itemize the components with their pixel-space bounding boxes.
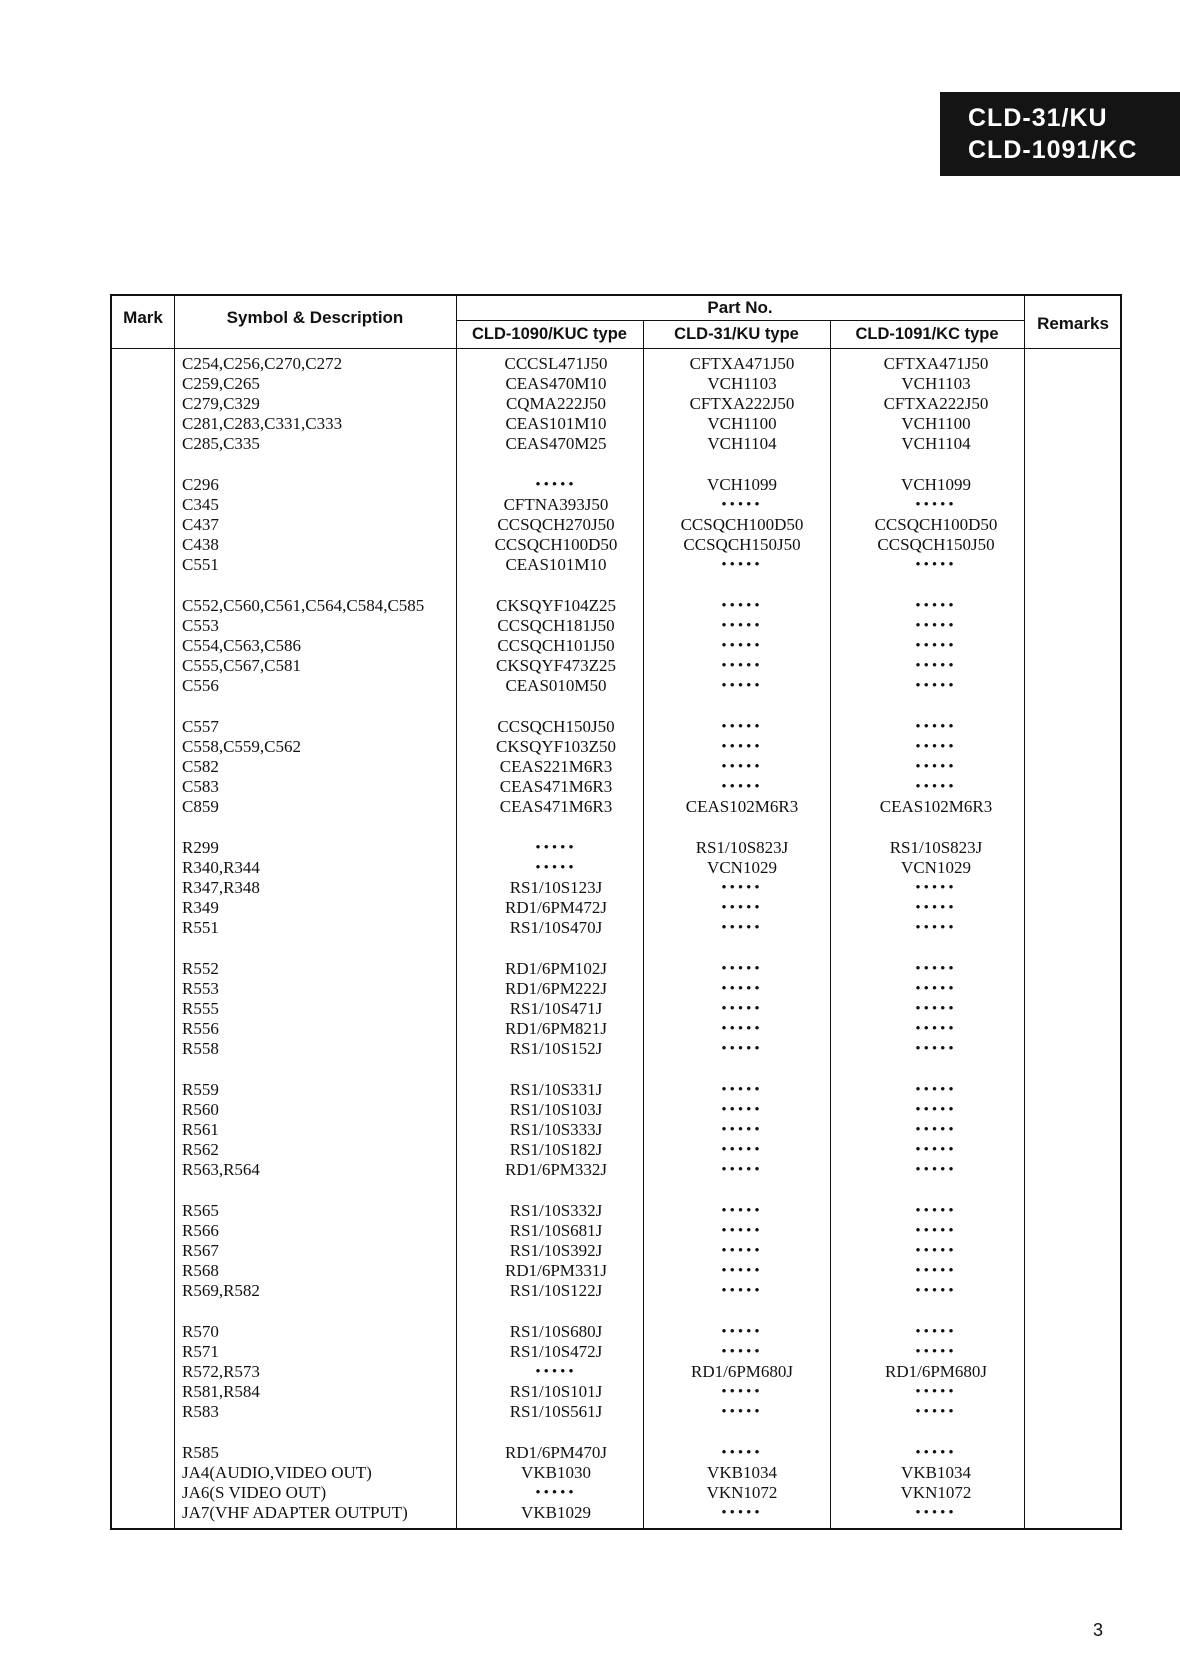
symbol-description: C551 bbox=[182, 555, 219, 574]
table-row bbox=[112, 1160, 1120, 1180]
part-no-cld1090: CQMA222J50 bbox=[505, 394, 607, 413]
symbol-description: R581,R584 bbox=[182, 1382, 260, 1401]
part-no-cld1091: ••••• bbox=[915, 779, 957, 795]
part-no-cld1090: CEAS221M6R3 bbox=[499, 757, 613, 776]
part-no-cld1090: RS1/10S470J bbox=[509, 918, 603, 937]
symbol-description: R349 bbox=[182, 898, 219, 917]
part-no-cld1090: RS1/10S333J bbox=[509, 1120, 603, 1139]
part-no-cld31: CFTXA222J50 bbox=[689, 394, 795, 413]
table-row bbox=[112, 636, 1120, 656]
part-no-cld1091: VCH1104 bbox=[901, 434, 971, 453]
table-row bbox=[112, 555, 1120, 575]
symbol-description: C345 bbox=[182, 495, 219, 514]
part-no-cld1091: ••••• bbox=[915, 1203, 957, 1219]
part-no-cld31: ••••• bbox=[721, 1162, 763, 1178]
part-no-cld31: ••••• bbox=[721, 1223, 763, 1239]
table-row bbox=[112, 1483, 1120, 1503]
header-rule bbox=[456, 320, 1024, 321]
symbol-description: R347,R348 bbox=[182, 878, 260, 897]
table-row bbox=[112, 979, 1120, 999]
table-row bbox=[112, 1322, 1120, 1342]
part-no-cld1090: RD1/6PM821J bbox=[504, 1019, 608, 1038]
table-row bbox=[112, 1241, 1120, 1261]
part-no-cld31: ••••• bbox=[721, 1445, 763, 1461]
page-number: 3 bbox=[1093, 1620, 1104, 1640]
part-no-cld1091: ••••• bbox=[915, 1445, 957, 1461]
table-row bbox=[112, 1039, 1120, 1059]
table-row bbox=[112, 1019, 1120, 1039]
symbol-description: R570 bbox=[182, 1322, 219, 1341]
part-no-cld1091: VKN1072 bbox=[900, 1483, 972, 1502]
part-no-cld1090: ••••• bbox=[535, 1364, 577, 1380]
part-no-cld1090: RS1/10S392J bbox=[509, 1241, 603, 1260]
part-no-cld1091: CFTXA471J50 bbox=[883, 354, 989, 373]
table-row bbox=[112, 777, 1120, 797]
part-no-cld31: VCH1100 bbox=[707, 414, 777, 433]
part-no-cld31: ••••• bbox=[721, 961, 763, 977]
header-col2: CLD-31/KU type bbox=[674, 325, 799, 343]
part-no-cld1090: CEAS470M10 bbox=[505, 374, 607, 393]
part-no-cld1090: VKB1029 bbox=[521, 1503, 591, 1522]
model-line-2: CLD-1091/KC bbox=[968, 136, 1138, 164]
table-row bbox=[112, 858, 1120, 878]
table-row bbox=[112, 394, 1120, 414]
header-col1: CLD-1090/KUC type bbox=[472, 325, 627, 343]
symbol-description: R583 bbox=[182, 1402, 219, 1421]
symbol-description: C859 bbox=[182, 797, 219, 816]
part-no-cld31: ••••• bbox=[721, 1142, 763, 1158]
table-row bbox=[112, 1342, 1120, 1362]
symbol-description: R553 bbox=[182, 979, 219, 998]
part-no-cld1091: ••••• bbox=[915, 497, 957, 513]
symbol-description: JA6(S VIDEO OUT) bbox=[182, 1483, 327, 1502]
part-no-cld1091: ••••• bbox=[915, 1223, 957, 1239]
part-no-cld1090: RS1/10S472J bbox=[509, 1342, 603, 1361]
part-no-cld1090: RS1/10S561J bbox=[509, 1402, 603, 1421]
part-no-cld31: ••••• bbox=[721, 920, 763, 936]
table-row bbox=[112, 1463, 1120, 1483]
part-no-cld1090: CKSQYF103Z50 bbox=[496, 737, 616, 756]
symbol-description: R571 bbox=[182, 1342, 219, 1361]
part-no-cld1091: ••••• bbox=[915, 1283, 957, 1299]
symbol-description: JA4(AUDIO,VIDEO OUT) bbox=[182, 1463, 372, 1482]
symbol-description: C556 bbox=[182, 676, 219, 695]
model-label bbox=[940, 92, 1180, 176]
symbol-description: JA7(VHF ADAPTER OUTPUT) bbox=[182, 1503, 408, 1522]
part-no-cld31: VCN1029 bbox=[707, 858, 777, 877]
table-row bbox=[112, 1080, 1120, 1100]
part-no-cld1091: VKB1034 bbox=[901, 1463, 971, 1482]
symbol-description: C279,C329 bbox=[182, 394, 260, 413]
symbol-description: C285,C335 bbox=[182, 434, 260, 453]
part-no-cld31: ••••• bbox=[721, 598, 763, 614]
table-row bbox=[112, 959, 1120, 979]
symbol-description: R561 bbox=[182, 1120, 219, 1139]
part-no-cld1090: CKSQYF473Z25 bbox=[496, 656, 616, 675]
table-row bbox=[112, 898, 1120, 918]
part-no-cld31: ••••• bbox=[721, 880, 763, 896]
part-no-cld31: ••••• bbox=[721, 739, 763, 755]
table-row bbox=[112, 878, 1120, 898]
symbol-description: C254,C256,C270,C272 bbox=[182, 354, 343, 373]
header-col3: CLD-1091/KC type bbox=[855, 325, 999, 343]
part-no-cld31: ••••• bbox=[721, 1122, 763, 1138]
symbol-description: C583 bbox=[182, 777, 219, 796]
header-symbol: Symbol & Description bbox=[226, 308, 404, 327]
symbol-description: C553 bbox=[182, 616, 219, 635]
parts-table bbox=[110, 294, 1122, 1530]
table-row bbox=[112, 1140, 1120, 1160]
part-no-cld1091: CCSQCH150J50 bbox=[877, 535, 995, 554]
symbol-description: R560 bbox=[182, 1100, 219, 1119]
table-row bbox=[112, 1261, 1120, 1281]
part-no-cld1090: ••••• bbox=[535, 860, 577, 876]
symbol-description: R558 bbox=[182, 1039, 219, 1058]
part-no-cld1091: ••••• bbox=[915, 1243, 957, 1259]
part-no-cld1090: RS1/10S680J bbox=[509, 1322, 603, 1341]
header-remarks: Remarks bbox=[1037, 314, 1109, 333]
part-no-cld1090: ••••• bbox=[535, 477, 577, 493]
table-row bbox=[112, 1201, 1120, 1221]
table-row bbox=[112, 1120, 1120, 1140]
part-no-cld31: ••••• bbox=[721, 1505, 763, 1521]
table-row bbox=[112, 475, 1120, 495]
part-no-cld1090: RD1/6PM102J bbox=[504, 959, 608, 978]
part-no-cld1090: CCSQCH181J50 bbox=[497, 616, 615, 635]
symbol-description: C555,C567,C581 bbox=[182, 656, 302, 675]
part-no-cld31: ••••• bbox=[721, 981, 763, 997]
part-no-cld1090: CCCSL471J50 bbox=[504, 354, 608, 373]
part-no-cld1090: CEAS101M10 bbox=[505, 414, 607, 433]
header-part-no: Part No. bbox=[707, 298, 773, 317]
part-no-cld1090: CKSQYF104Z25 bbox=[496, 596, 616, 615]
part-no-cld1091: ••••• bbox=[915, 1041, 957, 1057]
part-no-cld1091: ••••• bbox=[915, 1384, 957, 1400]
part-no-cld1091: ••••• bbox=[915, 1263, 957, 1279]
part-no-cld31: ••••• bbox=[721, 1082, 763, 1098]
symbol-description: R585 bbox=[182, 1443, 219, 1462]
table-row bbox=[112, 737, 1120, 757]
part-no-cld1091: ••••• bbox=[915, 1142, 957, 1158]
part-no-cld1090: CFTNA393J50 bbox=[503, 495, 609, 514]
part-no-cld1090: RS1/10S101J bbox=[509, 1382, 603, 1401]
part-no-cld31: ••••• bbox=[721, 618, 763, 634]
symbol-description: R562 bbox=[182, 1140, 219, 1159]
part-no-cld31: ••••• bbox=[721, 900, 763, 916]
part-no-cld1091: RD1/6PM680J bbox=[884, 1362, 988, 1381]
part-no-cld1091: ••••• bbox=[915, 1021, 957, 1037]
part-no-cld1090: VKB1030 bbox=[521, 1463, 591, 1482]
symbol-description: C281,C283,C331,C333 bbox=[182, 414, 343, 433]
part-no-cld31: ••••• bbox=[721, 1041, 763, 1057]
part-no-cld31: RD1/6PM680J bbox=[690, 1362, 794, 1381]
part-no-cld1090: RD1/6PM472J bbox=[504, 898, 608, 917]
part-no-cld31: ••••• bbox=[721, 1243, 763, 1259]
table-row bbox=[112, 838, 1120, 858]
part-no-cld31: ••••• bbox=[721, 759, 763, 775]
header-mark: Mark bbox=[123, 308, 163, 327]
model-line-1: CLD-31/KU bbox=[968, 104, 1108, 132]
symbol-description: R565 bbox=[182, 1201, 219, 1220]
part-no-cld1090: RS1/10S122J bbox=[509, 1281, 603, 1300]
symbol-description: R563,R564 bbox=[182, 1160, 260, 1179]
table-row bbox=[112, 354, 1120, 374]
part-no-cld1091: VCH1099 bbox=[901, 475, 971, 494]
part-no-cld1090: RS1/10S331J bbox=[509, 1080, 603, 1099]
part-no-cld1090: CEAS470M25 bbox=[505, 434, 607, 453]
part-no-cld31: RS1/10S823J bbox=[695, 838, 789, 857]
symbol-description: R299 bbox=[182, 838, 219, 857]
part-no-cld31: VCH1103 bbox=[707, 374, 777, 393]
table-row bbox=[112, 1362, 1120, 1382]
part-no-cld1091: ••••• bbox=[915, 1162, 957, 1178]
part-no-cld1090: CEAS471M6R3 bbox=[499, 777, 613, 796]
table-row bbox=[112, 999, 1120, 1019]
table-row bbox=[112, 1221, 1120, 1241]
part-no-cld31: ••••• bbox=[721, 658, 763, 674]
part-no-cld31: ••••• bbox=[721, 719, 763, 735]
part-no-cld31: ••••• bbox=[721, 497, 763, 513]
part-no-cld1091: RS1/10S823J bbox=[889, 838, 983, 857]
part-no-cld1091: CFTXA222J50 bbox=[883, 394, 989, 413]
part-no-cld31: VCH1099 bbox=[707, 475, 777, 494]
part-no-cld31: VCH1104 bbox=[707, 434, 777, 453]
part-no-cld31: CCSQCH100D50 bbox=[680, 515, 804, 534]
header-rule bbox=[112, 348, 1120, 349]
table-row bbox=[112, 918, 1120, 938]
symbol-description: R566 bbox=[182, 1221, 219, 1240]
part-no-cld1091: ••••• bbox=[915, 920, 957, 936]
symbol-description: R556 bbox=[182, 1019, 219, 1038]
part-no-cld1091: VCH1103 bbox=[901, 374, 971, 393]
table-row bbox=[112, 676, 1120, 696]
part-no-cld1090: RS1/10S332J bbox=[509, 1201, 603, 1220]
part-no-cld1091: ••••• bbox=[915, 739, 957, 755]
table-row bbox=[112, 1443, 1120, 1463]
part-no-cld1090: RD1/6PM470J bbox=[504, 1443, 608, 1462]
part-no-cld1091: ••••• bbox=[915, 638, 957, 654]
symbol-description: C296 bbox=[182, 475, 219, 494]
part-no-cld1091: ••••• bbox=[915, 1102, 957, 1118]
table-row bbox=[112, 1402, 1120, 1422]
part-no-cld31: ••••• bbox=[721, 1001, 763, 1017]
part-no-cld1091: ••••• bbox=[915, 880, 957, 896]
symbol-description: R569,R582 bbox=[182, 1281, 260, 1300]
part-no-cld31: ••••• bbox=[721, 1384, 763, 1400]
part-no-cld31: ••••• bbox=[721, 1021, 763, 1037]
part-no-cld1090: RS1/10S123J bbox=[509, 878, 603, 897]
symbol-description: R572,R573 bbox=[182, 1362, 260, 1381]
part-no-cld1090: RD1/6PM331J bbox=[504, 1261, 608, 1280]
table-row bbox=[112, 374, 1120, 394]
part-no-cld31: CFTXA471J50 bbox=[689, 354, 795, 373]
symbol-description: C554,C563,C586 bbox=[182, 636, 302, 655]
part-no-cld1090: RS1/10S182J bbox=[509, 1140, 603, 1159]
table-row bbox=[112, 535, 1120, 555]
table-row bbox=[112, 414, 1120, 434]
part-no-cld31: VKB1034 bbox=[707, 1463, 777, 1482]
table-row bbox=[112, 757, 1120, 777]
part-no-cld31: ••••• bbox=[721, 1283, 763, 1299]
symbol-description: C558,C559,C562 bbox=[182, 737, 302, 756]
part-no-cld1090: RD1/6PM332J bbox=[504, 1160, 608, 1179]
table-row bbox=[112, 1281, 1120, 1301]
table-row bbox=[112, 495, 1120, 515]
part-no-cld31: ••••• bbox=[721, 1324, 763, 1340]
symbol-description: C552,C560,C561,C564,C584,C585 bbox=[182, 596, 425, 615]
part-no-cld1090: CEAS010M50 bbox=[505, 676, 607, 695]
part-no-cld31: ••••• bbox=[721, 1263, 763, 1279]
part-no-cld1090: CCSQCH270J50 bbox=[497, 515, 615, 534]
part-no-cld31: ••••• bbox=[721, 1344, 763, 1360]
part-no-cld1091: ••••• bbox=[915, 961, 957, 977]
table-row bbox=[112, 596, 1120, 616]
part-no-cld1090: CEAS101M10 bbox=[505, 555, 607, 574]
part-no-cld1090: RS1/10S681J bbox=[509, 1221, 603, 1240]
part-no-cld1091: CEAS102M6R3 bbox=[879, 797, 993, 816]
part-no-cld1091: ••••• bbox=[915, 719, 957, 735]
part-no-cld31: VKN1072 bbox=[706, 1483, 778, 1502]
part-no-cld1091: CCSQCH100D50 bbox=[874, 515, 998, 534]
part-no-cld31: ••••• bbox=[721, 557, 763, 573]
part-no-cld1090: CCSQCH101J50 bbox=[497, 636, 615, 655]
part-no-cld31: ••••• bbox=[721, 638, 763, 654]
part-no-cld1091: ••••• bbox=[915, 557, 957, 573]
table-row bbox=[112, 656, 1120, 676]
part-no-cld1091: ••••• bbox=[915, 981, 957, 997]
part-no-cld31: ••••• bbox=[721, 678, 763, 694]
part-no-cld1090: CCSQCH100D50 bbox=[494, 535, 618, 554]
part-no-cld1090: CCSQCH150J50 bbox=[497, 717, 615, 736]
part-no-cld1091: ••••• bbox=[915, 658, 957, 674]
symbol-description: C437 bbox=[182, 515, 219, 534]
table-row bbox=[112, 616, 1120, 636]
symbol-description: R568 bbox=[182, 1261, 219, 1280]
symbol-description: C582 bbox=[182, 757, 219, 776]
part-no-cld1091: VCH1100 bbox=[901, 414, 971, 433]
part-no-cld1090: ••••• bbox=[535, 1485, 577, 1501]
part-no-cld1091: ••••• bbox=[915, 598, 957, 614]
part-no-cld1091: ••••• bbox=[915, 1324, 957, 1340]
part-no-cld1091: ••••• bbox=[915, 759, 957, 775]
table-row bbox=[112, 1100, 1120, 1120]
part-no-cld31: CCSQCH150J50 bbox=[683, 535, 801, 554]
table-row bbox=[112, 797, 1120, 817]
table-row bbox=[112, 1382, 1120, 1402]
part-no-cld1090: RS1/10S471J bbox=[509, 999, 603, 1018]
part-no-cld1091: ••••• bbox=[915, 900, 957, 916]
part-no-cld1091: ••••• bbox=[915, 1122, 957, 1138]
part-no-cld31: ••••• bbox=[721, 779, 763, 795]
part-no-cld31: ••••• bbox=[721, 1102, 763, 1118]
part-no-cld31: CEAS102M6R3 bbox=[685, 797, 799, 816]
part-no-cld1091: ••••• bbox=[915, 1001, 957, 1017]
part-no-cld1090: CEAS471M6R3 bbox=[499, 797, 613, 816]
part-no-cld1090: ••••• bbox=[535, 840, 577, 856]
part-no-cld1091: VCN1029 bbox=[901, 858, 971, 877]
symbol-description: C438 bbox=[182, 535, 219, 554]
symbol-description: C557 bbox=[182, 717, 219, 736]
part-no-cld1091: ••••• bbox=[915, 1082, 957, 1098]
part-no-cld1091: ••••• bbox=[915, 1505, 957, 1521]
symbol-description: R340,R344 bbox=[182, 858, 260, 877]
symbol-description: R551 bbox=[182, 918, 219, 937]
part-no-cld31: ••••• bbox=[721, 1203, 763, 1219]
part-no-cld1090: RD1/6PM222J bbox=[504, 979, 608, 998]
part-no-cld1091: ••••• bbox=[915, 1344, 957, 1360]
symbol-description: R552 bbox=[182, 959, 219, 978]
symbol-description: C259,C265 bbox=[182, 374, 260, 393]
symbol-description: R555 bbox=[182, 999, 219, 1018]
table-row bbox=[112, 515, 1120, 535]
table-row bbox=[112, 434, 1120, 454]
table-row bbox=[112, 717, 1120, 737]
symbol-description: R559 bbox=[182, 1080, 219, 1099]
part-no-cld1090: RS1/10S103J bbox=[509, 1100, 603, 1119]
part-no-cld31: ••••• bbox=[721, 1404, 763, 1420]
part-no-cld1090: RS1/10S152J bbox=[509, 1039, 603, 1058]
symbol-description: R567 bbox=[182, 1241, 219, 1260]
part-no-cld1091: ••••• bbox=[915, 1404, 957, 1420]
part-no-cld1091: ••••• bbox=[915, 618, 957, 634]
part-no-cld1091: ••••• bbox=[915, 678, 957, 694]
table-row bbox=[112, 1503, 1120, 1523]
